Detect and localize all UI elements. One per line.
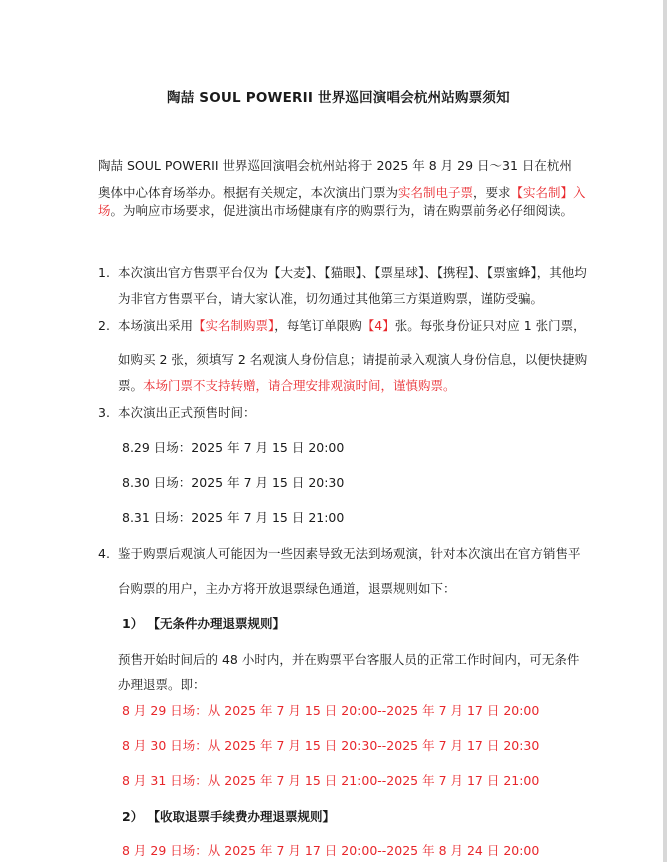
item-number-2: 2. [98,318,110,333]
presale-831: 8.31 日场：2025 年 7 月 15 日 21:00 [122,510,345,525]
fee-refund-window-829: 8 月 29 日场：从 2025 年 7 月 17 日 20:00--2025 年 8 月 24 日 20:00 [122,843,540,858]
item-number-4: 4. [98,546,110,561]
item-number-3: 3. [98,405,110,420]
intro-highlight-real-name: 【实名制】入 [510,185,586,200]
intro-line-3 [98,203,573,219]
intro-line-2 [98,185,586,201]
item-2-text: 张。每张身份证只对应 1 张门票， [394,318,586,333]
item-2-line-1 [118,318,586,334]
refund-window-830: 8 月 30 日场：从 2025 年 7 月 15 日 20:30--2025 年 7 月 17 日 20:30 [122,738,540,753]
page-edge-divider [663,0,667,862]
intro-text: ，要求 [473,185,511,200]
item-2-text: 本场演出采用 [118,318,194,333]
item-2-text: 票。 [118,378,144,393]
intro-text: 。为响应市场要求，促进演出市场健康有序的购票行为，请在购票前务必仔细阅读。 [110,203,574,218]
intro-text: 奥体中心体育场举办。根据有关规定，本次演出门票为 [98,185,399,200]
item-number-1: 1. [98,265,110,280]
presale-829: 8.29 日场：2025 年 7 月 15 日 20:00 [122,440,345,455]
intro-line-1: 陶喆 SOUL POWERII 世界巡回演唱会杭州站将于 2025 年 8 月 29 日～31 日在杭州 [98,158,572,173]
item-4-line-2: 台购票的用户，主办方将开放退票绿色通道，退票规则如下： [118,581,456,596]
intro-highlight-entry: 场 [98,203,111,218]
item-2-line-2: 如购买 2 张，须填写 2 名观演人身份信息；请提前录入观演人身份信息，以便快捷购 [118,352,588,367]
refund-window-829: 8 月 29 日场：从 2025 年 7 月 15 日 20:00--2025 年 7 月 17 日 20:00 [122,703,540,718]
refund-rule-1-line-2: 办理退票。即： [118,677,206,692]
refund-rule-1-line-1: 预售开始时间后的 48 小时内，并在购票平台客服人员的正常工作时间内，可无条件 [118,652,580,667]
item-3-heading: 本次演出正式预售时间： [118,405,256,420]
item-2-warning: 本场门票不支持转赠，请合理安排观演时间，谨慎购票。 [143,378,456,393]
intro-highlight-ticket-type: 实名制电子票 [398,185,474,200]
presale-830: 8.30 日场：2025 年 7 月 15 日 20:30 [122,475,345,490]
item-1-line-2: 为非官方售票平台，请大家认准，切勿通过其他第三方渠道购票，谨防受骗。 [118,291,544,306]
item-2-text: ，每笔订单限购 [274,318,362,333]
item-2-highlight-real-name: 【实名制购票】 [193,318,275,333]
page-title: 陶喆 SOUL POWERII 世界巡回演唱会杭州站购票须知 [167,90,510,106]
refund-rule-1-heading: 1） 【无条件办理退票规则】 [122,616,286,631]
item-1-line-1: 本次演出官方售票平台仅为【大麦】、【猫眼】、【票星球】、【携程】、【票蜜蜂】，其他均 [118,265,587,280]
item-2-line-3 [118,378,456,394]
item-2-highlight-limit: 【4】 [361,318,395,333]
refund-rule-2-heading: 2） 【收取退票手续费办理退票规则】 [122,809,336,824]
item-4-line-1: 鉴于购票后观演人可能因为一些因素导致无法到场观演，针对本次演出在官方销售平 [118,546,581,561]
refund-window-831: 8 月 31 日场：从 2025 年 7 月 15 日 21:00--2025 年 7 月 17 日 21:00 [122,773,540,788]
